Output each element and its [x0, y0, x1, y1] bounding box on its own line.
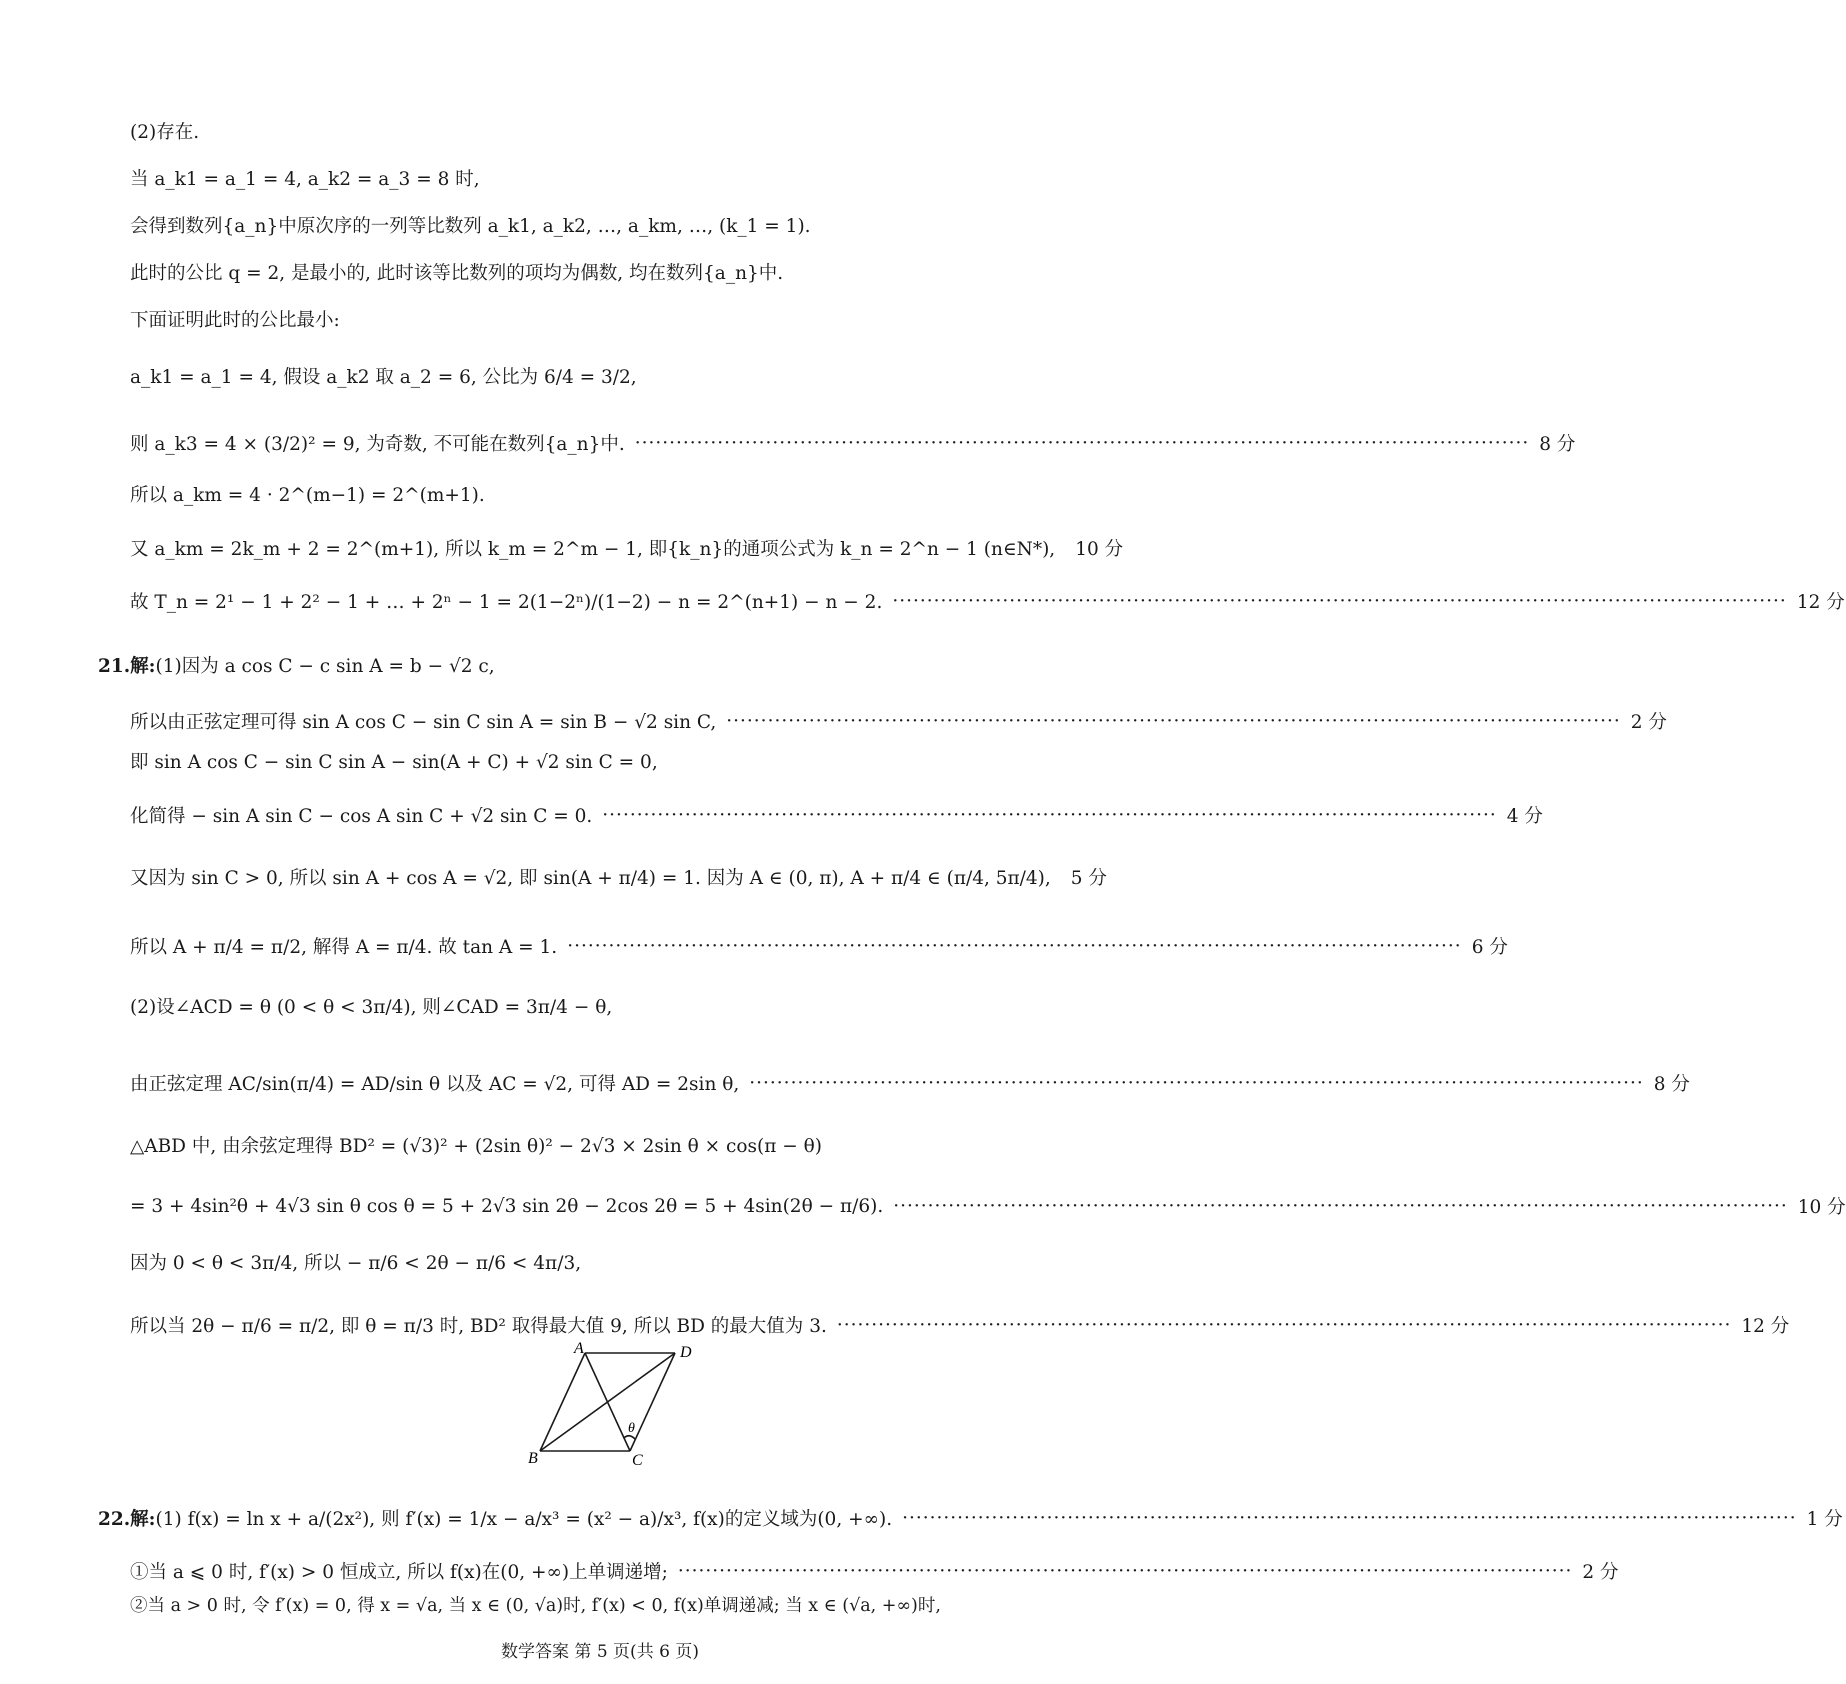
dot-leader: ··································································································································: [726, 710, 1621, 732]
text-line: 因为 0 < θ < 3π/4, 所以 − π/6 < 2θ − π/6 < 4π/3,: [130, 1253, 582, 1274]
dot-leader: ··································································································································: [634, 432, 1530, 454]
scored-line: [98, 1505, 1843, 1531]
segment-ab: [540, 1353, 585, 1451]
dot-leader: ··································································································································: [602, 804, 1497, 826]
question-22-first-line: [98, 1505, 892, 1531]
text-line: 故 T_n = 2¹ − 1 + 2² − 1 + … + 2ⁿ − 1 = 2(1−2ⁿ)/(1−2) − n = 2^(n+1) − n − 2.: [130, 592, 883, 613]
dot-leader: ··································································································································: [677, 1560, 1573, 1582]
score-label: 1 分: [1806, 1509, 1843, 1530]
vertex-label-c: C: [632, 1452, 643, 1469]
text-line: (2)存在.: [130, 122, 200, 143]
text-line: 此时的公比 q = 2, 是最小的, 此时该等比数列的项均为偶数, 均在数列{a_n}中.: [130, 263, 784, 284]
text-line: 所以当 2θ − π/6 = π/2, 即 θ = π/3 时, BD² 取得最大值 9, 所以 BD 的最大值为 3.: [130, 1316, 827, 1337]
vertex-label-d: D: [680, 1344, 692, 1361]
text-line: (2)设∠ACD = θ (0 < θ < 3π/4), 则∠CAD = 3π/4 − θ,: [130, 997, 613, 1018]
scored-line: [130, 430, 1576, 456]
text-line: 又因为 sin C > 0, 所以 sin A + cos A = √2, 即 sin(A + π/4) = 1. 因为 A ∈ (0, π), A + π/4 ∈ (π/4, 5π/4),: [130, 868, 1051, 889]
text-line: 由正弦定理 AC/sin(π/4) = AD/sin θ 以及 AC = √2, 可得 AD = 2sin θ,: [130, 1074, 740, 1095]
score-label: 5 分: [1070, 868, 1107, 889]
score-label: 4 分: [1506, 806, 1543, 827]
text-line: a_k1 = a_1 = 4, 假设 a_k2 取 a_2 = 6, 公比为 6/4 = 3/2,: [130, 367, 637, 388]
score-label: 10 分: [1797, 1197, 1846, 1218]
text-line: (1) f(x) = ln x + a/(2x²), 则 f′(x) = 1/x − a/x³ = (x² − a)/x³, f(x)的定义域为(0, +∞).: [155, 1509, 893, 1530]
dot-leader: ··································································································································: [893, 1195, 1788, 1217]
text-line: 当 a_k1 = a_1 = 4, a_k2 = a_3 = 8 时,: [130, 169, 480, 190]
score-label: 6 分: [1471, 937, 1508, 958]
dot-leader: ··································································································································: [902, 1507, 1797, 1529]
scored-line: [130, 535, 1124, 561]
parallelogram-figure: [528, 1340, 720, 1475]
scored-line: [130, 1558, 1619, 1584]
scored-line: [130, 933, 1508, 959]
vertex-label-a: A: [574, 1340, 584, 1357]
score-label: 8 分: [1539, 434, 1576, 455]
scored-line: [130, 1312, 1790, 1338]
question-21-first-line: [98, 654, 495, 680]
text-line: 即 sin A cos C − sin C sin A − sin(A + C) + √2 sin C = 0,: [130, 752, 658, 773]
segment-bd: [540, 1353, 675, 1451]
scored-line: [130, 864, 1107, 890]
text-line: ②当 a > 0 时, 令 f′(x) = 0, 得 x = √a, 当 x ∈ (0, √a)时, f′(x) < 0, f(x)单调递减; 当 x ∈ (√a, +∞)时,: [130, 1596, 941, 1616]
text-line: 化简得 − sin A sin C − cos A sin C + √2 sin C = 0.: [130, 806, 593, 827]
text-line: 下面证明此时的公比最小:: [130, 310, 340, 331]
scored-line: [130, 802, 1543, 828]
scored-line: [130, 1070, 1690, 1096]
text-line: 所以 A + π/4 = π/2, 解得 A = π/4. 故 tan A = 1.: [130, 937, 558, 958]
segment-cd: [630, 1353, 675, 1451]
question-label: 21.解:: [98, 656, 156, 677]
angle-label-theta: θ: [628, 1421, 635, 1436]
text-line: 又 a_km = 2k_m + 2 = 2^(m+1), 所以 k_m = 2^m − 1, 即{k_n}的通项公式为 k_n = 2^n − 1 (n∈N*),: [130, 539, 1056, 560]
text-line: = 3 + 4sin²θ + 4√3 sin θ cos θ = 5 + 2√3 sin 2θ − 2cos 2θ = 5 + 4sin(2θ − π/6).: [130, 1195, 884, 1217]
scored-line: [130, 1193, 1846, 1219]
text-line: (1)因为 a cos C − c sin A = b − √2 c,: [155, 656, 495, 677]
text-line: 则 a_k3 = 4 × (3/2)² = 9, 为奇数, 不可能在数列{a_n}中.: [130, 434, 625, 455]
text-line: ①当 a ⩽ 0 时, f′(x) > 0 恒成立, 所以 f(x)在(0, +∞)上单调递增;: [130, 1562, 668, 1583]
text-line: △ABD 中, 由余弦定理得 BD² = (√3)² + (2sin θ)² − 2√3 × 2sin θ × cos(π − θ): [130, 1136, 822, 1157]
score-label: 2 分: [1582, 1562, 1619, 1583]
text-line: 所以由正弦定理可得 sin A cos C − sin C sin A = sin B − √2 sin C,: [130, 712, 717, 733]
question-label: 22.解:: [98, 1509, 156, 1530]
angle-arc: [624, 1436, 635, 1439]
dot-leader: ··································································································································: [567, 935, 1462, 957]
vertex-label-b: B: [528, 1450, 538, 1467]
text-line: 会得到数列{a_n}中原次序的一列等比数列 a_k1, a_k2, …, a_km, …, (k_1 = 1).: [130, 216, 811, 237]
score-label: 2 分: [1630, 712, 1667, 733]
dot-leader: ··································································································································: [836, 1314, 1732, 1336]
score-label: 12 分: [1741, 1316, 1790, 1337]
score-label: 12 分: [1796, 592, 1845, 613]
score-label: 10 分: [1075, 539, 1124, 560]
dot-leader: ··································································································································: [749, 1072, 1644, 1094]
page-footer: 数学答案 第 5 页(共 6 页): [501, 1642, 699, 1662]
dot-leader: ··································································································································: [892, 590, 1787, 612]
scored-line: [130, 708, 1667, 734]
score-label: 8 分: [1653, 1074, 1690, 1095]
scored-line: [130, 588, 1845, 614]
text-line: 所以 a_km = 4 · 2^(m−1) = 2^(m+1).: [130, 485, 485, 506]
